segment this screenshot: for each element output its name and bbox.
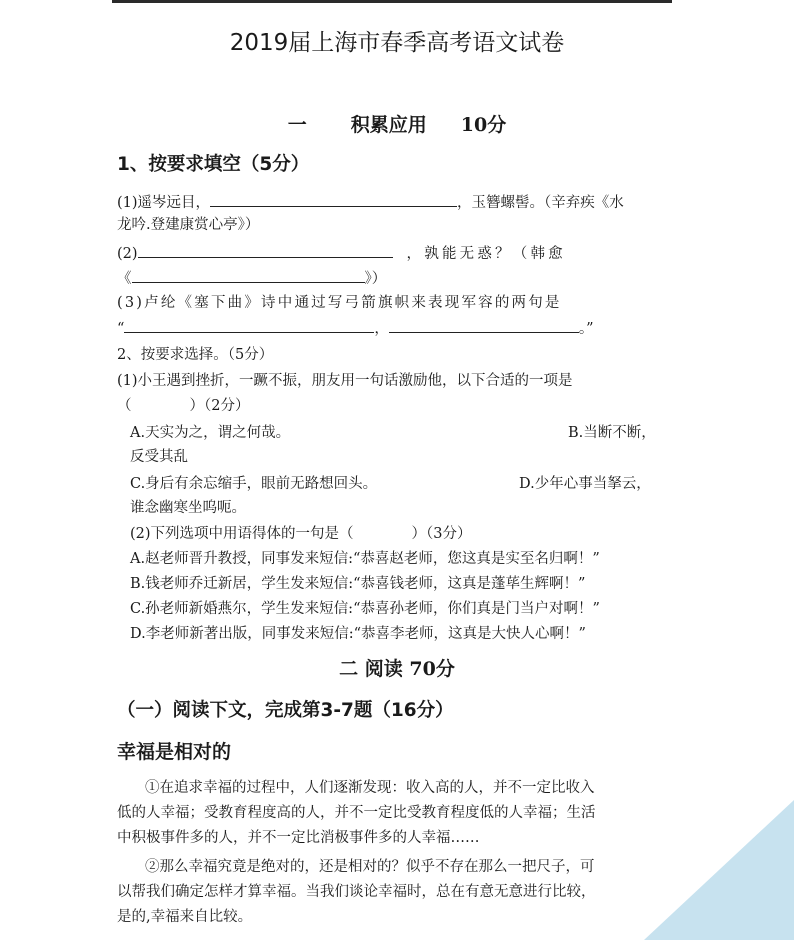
q2-option-b: B.当断不断， [568, 425, 656, 441]
q1-item3-comma: ， [374, 321, 389, 337]
answer-blank[interactable] [138, 242, 393, 258]
q1-item1-suffix: ，玉簪螺髻。（辛弃疾《水 [457, 195, 624, 211]
paragraph-1-line-1: ①在追求幸福的过程中，人们逐渐发现：收入高的人，并不一定比收入 [145, 780, 595, 796]
q2-option-b-cont: 反受其乱 [130, 449, 188, 465]
q1-item3-line2 [117, 317, 594, 339]
q1-item2-close-quote: 》） [364, 271, 387, 287]
q2-option-d-cont: 谁念幽寒坐呜呃。 [130, 500, 246, 516]
corner-decoration [644, 800, 794, 940]
answer-blank[interactable] [389, 317, 579, 333]
q2-sub1-line1: (1)小王遇到挫折，一蹶不振，朋友用一句话激励他，以下合适的一项是 [117, 373, 573, 389]
q1-item2-suffix: ，孰能无惑？（韩愈 [406, 246, 566, 262]
q2-option-a: A.天实为之，谓之何哉。 [130, 425, 291, 441]
q2-option-d: D.少年心事当拏云， [519, 476, 651, 492]
paragraph-2-line-1: ②那么幸福究竟是绝对的，还是相对的？似乎不存在那么一把尺子，可 [145, 859, 595, 875]
section-one-heading [0, 112, 794, 138]
paragraph-1-line-2: 低的人幸福；受教育程度高的人，并不一定比受教育程度低的人幸福；生活 [117, 805, 596, 821]
q2-sub2-option-b: B.钱老师乔迁新居，学生发来短信:“恭喜钱老师，这真是蓬荜生辉啊！” [130, 576, 586, 592]
q1-item3-close-quote: 。” [578, 321, 594, 337]
section-one-number: 一 [287, 114, 307, 136]
article-title: 幸福是相对的 [117, 741, 232, 763]
q1-item2-open-quote: 《 [117, 271, 132, 287]
q2-sub1-line2: （ ）（2分） [117, 398, 250, 414]
q1-item2-prefix: (2) [117, 246, 138, 262]
q1-item2-line1 [117, 242, 566, 264]
question-2-heading: 2、按要求选择。（5分） [117, 347, 274, 363]
paragraph-2-line-2: 以帮我们确定怎样才算幸福。当我们谈论幸福时，总在有意无意进行比较， [117, 884, 596, 900]
q1-item1-prefix: (1)遥岑远目， [117, 195, 211, 211]
top-rule [112, 0, 672, 3]
q1-item3-line1: (3)卢纶《塞下曲》诗中通过写弓箭旗帜来表现军容的两句是 [117, 295, 562, 311]
answer-blank[interactable] [124, 317, 374, 333]
exam-title: 2019届上海市春季高考语文试卷 [229, 30, 565, 56]
q2-option-c: C.身后有余忘缩手，眼前无路想回头。 [130, 476, 378, 492]
section-one-name: 积累应用 [350, 114, 427, 136]
q2-sub2-stem: (2)下列选项中用语得体的一句是（ ）（3分） [130, 526, 472, 542]
q1-item2-line2 [117, 267, 386, 289]
section-one-score: 10分 [460, 114, 507, 136]
section-two-heading: 二 阅读 70分 [339, 658, 455, 680]
reading-part-heading: （一）阅读下文，完成第3-7题（16分） [117, 700, 454, 721]
question-1-heading: 1、按要求填空（5分） [117, 154, 310, 175]
q1-item1-line2: 龙吟.登建康赏心亭》） [117, 217, 260, 233]
q1-item3-open-quote: “ [117, 321, 125, 337]
answer-blank[interactable] [132, 267, 365, 283]
paragraph-1-line-3: 中积极事件多的人，并不一定比消极事件多的人幸福…… [117, 830, 480, 846]
paragraph-2-line-3: 是的,幸福来自比较。 [117, 909, 253, 925]
answer-blank[interactable] [210, 191, 457, 207]
q2-sub2-option-a: A.赵老师晋升教授，同事发来短信:“恭喜赵老师，您这真是实至名归啊！” [130, 551, 600, 567]
q2-sub2-option-d: D.李老师新著出版，同事发来短信:“恭喜李老师，这真是大快人心啊！” [130, 626, 586, 642]
q2-sub2-option-c: C.孙老师新婚燕尔，学生发来短信:“恭喜孙老师，你们真是门当户对啊！” [130, 601, 600, 617]
q1-item1-line1 [117, 191, 624, 213]
